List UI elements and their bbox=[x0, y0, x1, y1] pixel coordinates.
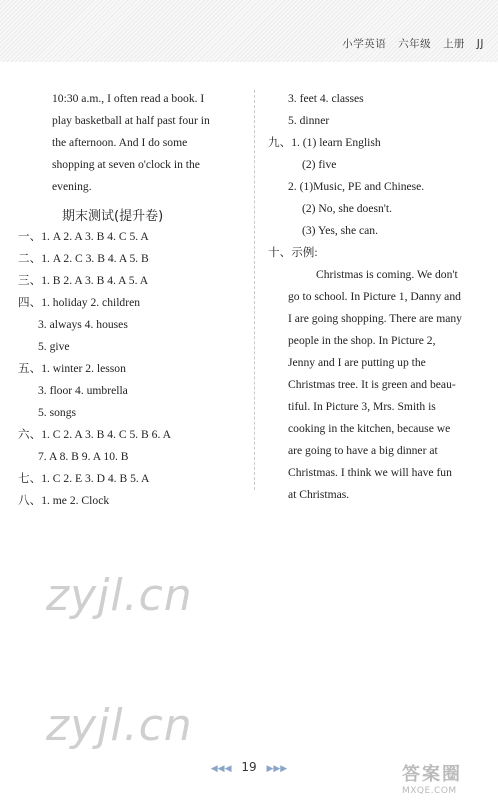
header-band bbox=[0, 0, 498, 62]
watermark-logo: zyjl.cn bbox=[46, 570, 193, 621]
header-grade: 六年级 bbox=[398, 38, 432, 50]
prev-arrows-icon: ◀◀◀ bbox=[210, 764, 232, 774]
answer-line: (2) five bbox=[302, 158, 337, 171]
watermark-logo: zyjl.cn bbox=[46, 700, 193, 751]
essay-line: people in the shop. In Picture 2, bbox=[288, 334, 436, 347]
intro-line: evening. bbox=[52, 180, 92, 193]
answer-line: 2. (1)Music, PE and Chinese. bbox=[288, 180, 425, 193]
section-title: 期末测试(提升卷) bbox=[62, 209, 164, 224]
page-number: 19 bbox=[241, 760, 257, 774]
essay-line: at Christmas. bbox=[288, 488, 350, 501]
answer-line: 7. A 8. B 9. A 10. B bbox=[38, 450, 129, 463]
essay-line: Jenny and I are putting up the bbox=[288, 356, 426, 369]
header-term: 上册 bbox=[442, 38, 465, 50]
answer-line: 十、示例: bbox=[268, 246, 318, 259]
intro-line: the afternoon. And I do some bbox=[52, 136, 188, 149]
answer-line: 3. always 4. houses bbox=[38, 318, 128, 331]
answer-line: 5. dinner bbox=[288, 114, 330, 127]
answer-line: (2) No, she doesn't. bbox=[302, 202, 392, 215]
answer-line: 一、1. A 2. A 3. B 4. C 5. A bbox=[18, 230, 149, 243]
answer-line: 九、1. (1) learn English bbox=[268, 136, 381, 149]
answer-line: 3. floor 4. umbrella bbox=[38, 384, 128, 397]
answer-line: 六、1. C 2. A 3. B 4. C 5. B 6. A bbox=[18, 428, 171, 441]
page-header bbox=[334, 36, 484, 51]
answer-line: 5. songs bbox=[38, 406, 77, 419]
intro-line: shopping at seven o'clock in the bbox=[52, 158, 200, 171]
answer-line: 二、1. A 2. C 3. B 4. A 5. B bbox=[18, 252, 149, 265]
essay-line: cooking in the kitchen, because we bbox=[288, 422, 451, 435]
answer-line: 七、1. C 2. E 3. D 4. B 5. A bbox=[18, 472, 150, 485]
essay-line: Christmas is coming. We don't bbox=[316, 268, 458, 281]
essay-line: Christmas tree. It is green and beau- bbox=[288, 378, 456, 391]
answer-line: (3) Yes, she can. bbox=[302, 224, 378, 237]
column-divider bbox=[254, 90, 255, 490]
essay-line: I are going shopping. There are many bbox=[288, 312, 462, 325]
answer-line: 5. give bbox=[38, 340, 70, 353]
stamp-title: 答案圈 bbox=[402, 764, 462, 785]
essay-line: are going to have a big dinner at bbox=[288, 444, 438, 457]
header-subject: 小学英语 bbox=[342, 38, 387, 50]
answer-line: 三、1. B 2. A 3. B 4. A 5. A bbox=[18, 274, 149, 287]
next-arrows-icon: ▶▶▶ bbox=[266, 764, 288, 774]
intro-line: play basketball at half past four in bbox=[52, 114, 210, 127]
header-edition: JJ bbox=[476, 38, 484, 50]
answer-line: 3. feet 4. classes bbox=[288, 92, 364, 105]
essay-line: Christmas. I think we will have fun bbox=[288, 466, 452, 479]
answer-line: 五、1. winter 2. lesson bbox=[18, 362, 126, 375]
answer-line: 八、1. me 2. Clock bbox=[18, 494, 110, 507]
essay-line: tiful. In Picture 3, Mrs. Smith is bbox=[288, 400, 436, 413]
intro-line: 10:30 a.m., I often read a book. I bbox=[52, 92, 205, 105]
stamp-url: MXQE.COM bbox=[402, 786, 457, 796]
watermark-stamp bbox=[402, 760, 492, 794]
essay-line: go to school. In Picture 1, Danny and bbox=[288, 290, 461, 303]
answer-line: 四、1. holiday 2. children bbox=[18, 296, 141, 309]
